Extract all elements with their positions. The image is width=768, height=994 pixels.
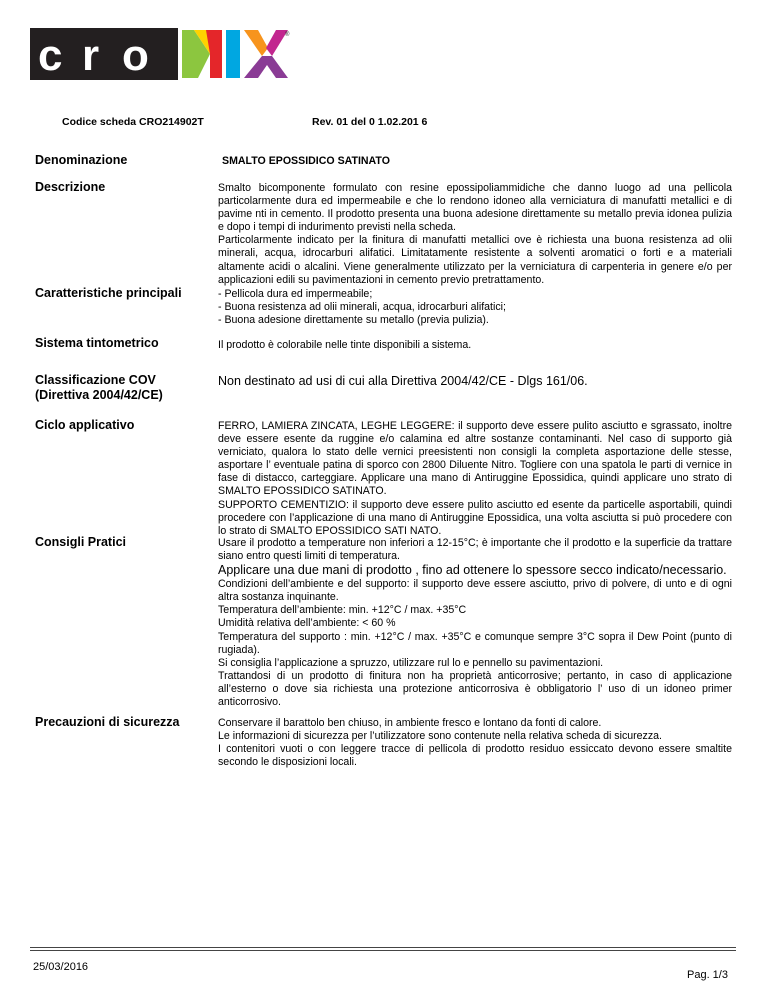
precauzioni-paragraph: Le informazioni di sicurezza per l’utilizzatore sono contenute nella relativa scheda di sicurezza.	[218, 730, 662, 743]
label-cov	[35, 373, 163, 403]
cromix-logo	[30, 28, 292, 80]
ciclo-text	[218, 420, 732, 538]
consigli-paragraph: Condizioni dell’ambiente e del supporto: il supporto deve essere asciutto, privo di polvere, di unto e di ogni altra sostanza inquinante.	[218, 578, 732, 604]
label-caratteristiche: Caratteristiche principali	[35, 286, 182, 300]
logo-i-letter	[226, 30, 240, 78]
caratteristiche-list	[218, 288, 732, 327]
consigli-paragraph: Umidità relativa dell’ambiente: < 60 %	[218, 617, 396, 630]
cov-text: Non destinato ad usi di cui alla Direttiva 2004/42/CE - Dlgs 161/06.	[218, 374, 588, 388]
precauzioni-paragraph: Conservare il barattolo ben chiuso, in ambiente fresco e lontano da fonti di calore.	[218, 717, 602, 729]
sistema-text: Il prodotto è colorabile nelle tinte disponibili a sistema.	[218, 339, 472, 351]
precauzioni-text	[218, 717, 732, 769]
list-item: - Pellicola dura ed impermeabile;	[218, 288, 373, 300]
label-denominazione: Denominazione	[35, 153, 128, 167]
precauzioni-paragraph: I contenitori vuoti o con leggere tracce di pellicola di prodotto residuo essiccato devono essere smaltite secondo le disposizioni locali.	[218, 743, 732, 769]
label-sistema: Sistema tintometrico	[35, 336, 159, 350]
descrizione-text	[218, 182, 732, 287]
logo-x-letter	[244, 30, 288, 78]
logo-cro-text-r: r	[82, 31, 100, 80]
product-name: SMALTO EPOSSIDICO SATINATO	[222, 155, 390, 167]
label-cov-line2: (Direttiva 2004/42/CE)	[35, 388, 163, 402]
consigli-paragraph: Temperatura dell’ambiente: min. +12°C / max. +35°C	[218, 604, 467, 617]
logo-m-letter	[182, 30, 222, 78]
consigli-paragraph: Trattandosi di un prodotto di finitura non ha proprietà anticorrosive; pertanto, in caso di applicazione all’esterno o dove sia richiesta una protezione anticorrosiva è obbligatorio l’ uso di un idoneo primer anticorrosivo.	[218, 669, 732, 709]
consigli-text	[218, 537, 732, 709]
consigli-paragraph: Temperatura del supporto : min. +12°C / max. +35°C e comunque sempre 3°C sopra il Dew Point (punto di rugiada).	[218, 630, 732, 656]
consigli-paragraph: Si consiglia l’applicazione a spruzzo, utilizzare rul lo e pennello su pavimentazioni.	[218, 656, 604, 669]
logo-cro-text: c	[38, 31, 63, 80]
ciclo-paragraph: SUPPORTO CEMENTIZIO: il supporto deve essere pulito asciutto ed esente da particelle asportabili, quindi procedere con l’applicazione di una mano di Antiruggine Epossidica, una volta asciutta si può procedere con lo strato di SMALTO EPOSSIDICO SATI NATO.	[218, 498, 732, 537]
footer-rule	[30, 950, 736, 951]
registered-mark: ®	[285, 32, 290, 38]
footer-rule	[30, 947, 736, 948]
scheda-code: Codice scheda CRO214902T	[62, 116, 204, 128]
consigli-paragraph-large: Applicare una due mani di prodotto , fino ad ottenere lo spessore secco indicato/necessario.	[218, 563, 727, 578]
consigli-paragraph: Usare il prodotto a temperature non inferiori a 12-15°C; è importante che il prodotto e la superficie da trattare siano entro questi limiti di temperatura.	[218, 537, 732, 563]
footer-date: 25/03/2016	[33, 961, 89, 973]
label-cov-line1: Classificazione COV	[35, 373, 156, 387]
label-consigli: Consigli Pratici	[35, 535, 126, 549]
list-item: - Buona resistenza ad olii minerali, acqua, idrocarburi alifatici;	[218, 301, 506, 314]
descrizione-paragraph: Smalto bicomponente formulato con resine epossipoliammidiche che danno luogo ad una pellicola particolarmente dura ed impermeabile e che lo rendono idoneo alla verniciatura di manufatti metallici e di pavime nti in cemento. Il prodotto presenta una buona adesione direttamente su metallo previa idonea pulizia e dopo i tempi di indurimento previsti nella scheda.	[218, 182, 732, 234]
revision-info: Rev. 01 del 0 1.02.201 6	[312, 116, 428, 128]
page-number: Pag. 1/3	[687, 969, 728, 981]
label-descrizione: Descrizione	[35, 180, 106, 194]
label-ciclo: Ciclo applicativo	[35, 418, 135, 432]
logo-cro-text-o: o	[122, 31, 149, 80]
ciclo-paragraph: FERRO, LAMIERA ZINCATA, LEGHE LEGGERE: il supporto deve essere pulito asciutto e sgrassato, inoltre deve essere esente da ruggine e/o calamina ed altre sostanze contaminanti. Nel caso di supporto già verniciato, qualora lo stato delle vernici preesistenti non consigli la completa asportazione delle stesse, asportare l’ eventuale patina di sporco con 2800 Diluente Nitro. Togliere con una spatola le parti di vernice in fase di distacco, carteggiare. Applicare una mano di Antiruggine Epossidica, quindi applicare uno strato di SMALTO EPOSSIDICO SATINATO.	[218, 420, 732, 498]
list-item: - Buona adesione direttamente su metallo (previa pulizia).	[218, 314, 489, 327]
label-precauzioni: Precauzioni di sicurezza	[35, 715, 180, 729]
descrizione-paragraph: Particolarmente indicato per la finitura di manufatti metallici ove è richiesta una buona resistenza ad olii minerali, acqua, idrocarburi alifatici. Limitatamente resistente a solventi aromatici o forti e a materiali altamente acidi o alcalini. Viene generalmente utilizzato per la verniciatura di carpenteria in genere e/o per applicazioni edili su pavimentazioni in cemento previo pretrattamento.	[218, 234, 732, 286]
